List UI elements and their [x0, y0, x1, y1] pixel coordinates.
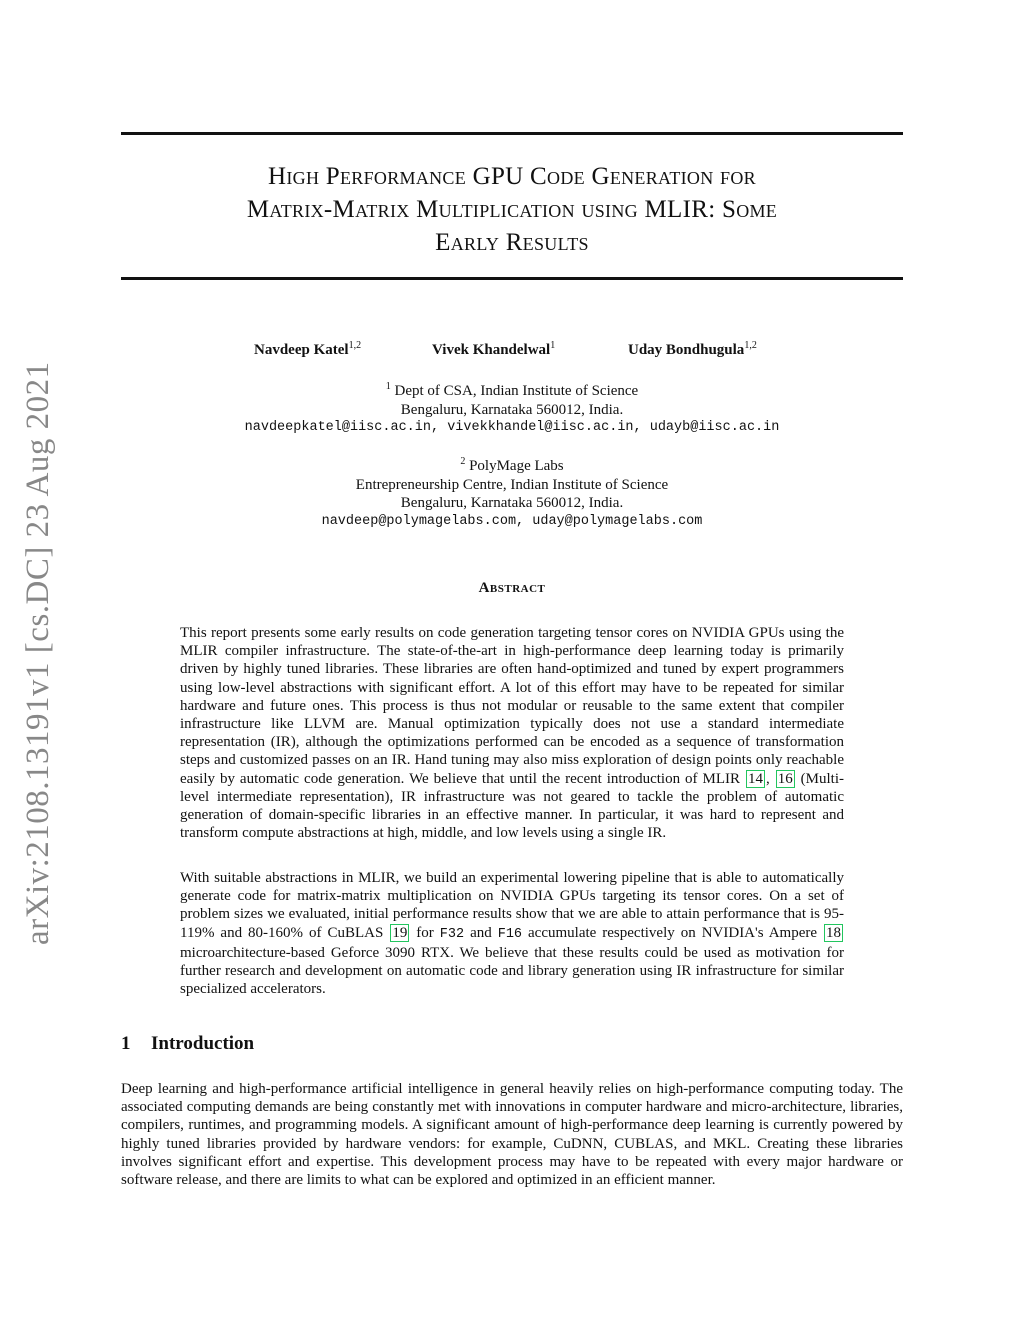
author-khandelwal: Vivek Khandelwal$^1$	[432, 340, 556, 358]
title-line-2: Matrix-Matrix Multiplication using MLIR: Some	[246, 196, 778, 223]
introduction-paragraph: Deep learning and high-performance artificial intelligence in general heavily relies on high-performance computing today. The associated computing demands are being constantly met with innovations in computer hardware and micro-architecture, libraries, compilers, runtimes, and programming models. A significant amount of high-performance deep learning is currently powered by highly tuned libraries provided by hardware vendors: for example, CuDNN, CUBLAS, and MKL. Creating these libraries involves significant effort and expertise. This development process may have to be repeated with every major hardware or software release, and there are limits to what can be explored and optimized in an efficient manner.	[121, 1081, 903, 1189]
title-top-rule	[121, 132, 903, 135]
author-katel: Navdeep Katel$^{1,2}$	[254, 340, 362, 358]
citation-link[interactable]: 19	[392, 924, 408, 941]
title-line-3: Early Results	[435, 229, 589, 256]
title-line-1: High Performance GPU Code Generation for	[268, 163, 756, 190]
abstract-heading: Abstract	[478, 580, 546, 596]
author-bondhugula: Uday Bondhugula$^{1,2}$	[628, 340, 757, 358]
citation-link[interactable]: 14	[747, 770, 763, 787]
affiliation-2-emails: navdeep@polymagelabs.com, uday@polymagelabs.com	[321, 514, 703, 530]
inline-code: F16	[497, 926, 523, 942]
affiliation-1-emails: navdeepkatel@iisc.ac.in, vivekkhandel@iisc.ac.in, udayb@iisc.ac.in	[244, 420, 780, 436]
section-heading-introduction: 1 Introduction	[121, 1033, 255, 1054]
inline-code: F32	[439, 926, 465, 942]
arxiv-sidebar-stamp: arXiv:2108.13191v1 [cs.DC] 23 Aug 2021	[20, 361, 56, 945]
affiliation-2: $^2$ PolyMage Labs Entrepreneurship Centre, Indian Institute of Science Bengaluru, Karnataka 560012, India. navdeep@polymagelabs.com, uday@polymagelabs.com	[121, 453, 903, 532]
title-bottom-rule	[121, 277, 903, 280]
paper-title	[121, 160, 903, 259]
abstract-paragraph-2: With suitable abstractions in MLIR, we build an experimental lowering pipeline that is able to automatically generate code for matrix-matrix multiplication on NVIDIA GPUs targeting its tensor cores. On a set of problem sizes we evaluated, initial performance results show that we are able to attain performance that is 95-119% and 80-160% of CuBLAS 19 for F32 and F16 accumulate respectively on NVIDIA's Ampere 18 microarchitecture-based Geforce 3090 RTX. We believe that these results could be used as motivation for further research and development on automatic code and library generation using IR infrastructure for similar specialized accelerators.	[180, 870, 844, 998]
abstract-paragraph-1: This report presents some early results on code generation targeting tensor cores on NVIDIA GPUs using the MLIR compiler infrastructure. The state-of-the-art in high-performance deep learning today is primarily driven by highly tuned libraries. These libraries are often hand-optimized and tuned by expert programmers using low-level abstractions with significant effort. A lot of this effort may have to be repeated for similar hardware and future ones. This process is thus not modular or reusable to the same extent that compiler infrastructure like LLVM are. Manual optimization typically does not use a standard intermediate representation (IR), although the optimizations performed can be encoded as a sequence of transformation steps and customized passes on an IR. Hand tuning may also miss exploration of design points only reachable easily by automatic code generation. We believe that until the recent introduction of MLIR 14 , 16 (Multi-level intermediate representation), IR infrastructure was not geared to tackle the problem of automatic generation of domain-specific libraries in an effective manner. In particular, it was hard to represent and transform compute abstractions at high, middle, and low levels using a single IR.	[180, 625, 844, 842]
citation-link[interactable]: 18	[826, 924, 841, 941]
affiliation-1: $^1$ Dept of CSA, Indian Institute of Science Bengaluru, Karnataka 560012, India. navdeepkatel@iisc.ac.in, vivekkhandel@iisc.ac.in, udayb@iisc.ac.in	[121, 378, 903, 438]
citation-link[interactable]: 16	[777, 770, 793, 787]
